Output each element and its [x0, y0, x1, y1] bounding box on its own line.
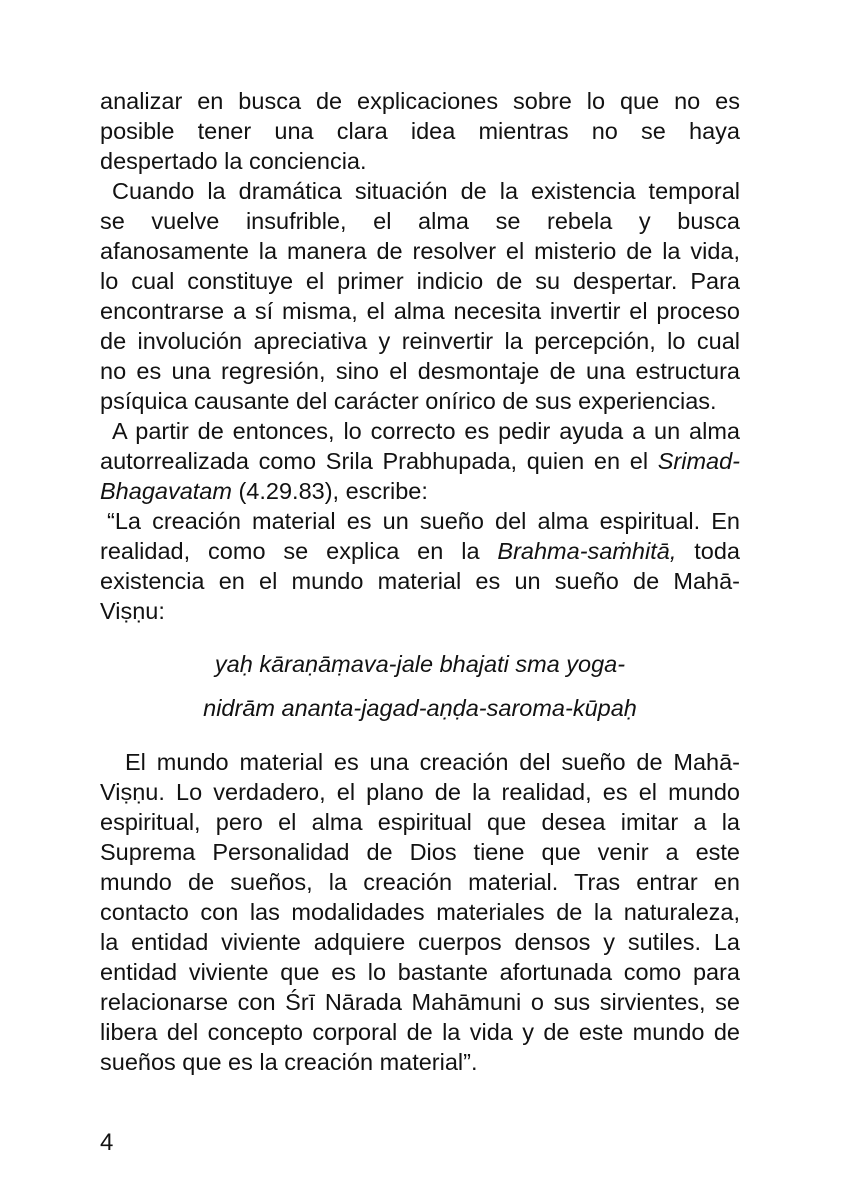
text-line: de involución apreciativa y reinvertir la percepción, lo cual: [100, 328, 740, 354]
verse-line: yaḥ kāraṇāṃava-jale bhajati sma yoga-: [214, 651, 626, 677]
text-line: Suprema Personalidad de Dios tiene que venir a este: [100, 839, 740, 865]
paragraph-3: [100, 416, 740, 506]
text-line: lo cual constituye el primer indicio de su despertar. Para: [100, 268, 740, 294]
text-line: no es una regresión, sino el desmontaje de una estructura: [100, 358, 740, 384]
text-line: realidad, como se explica en la Brahma-saṁhitā, toda: [100, 538, 740, 564]
paragraph-5: [100, 747, 740, 1077]
text-line: despertado la conciencia.: [100, 148, 367, 174]
sanskrit-verse: [100, 642, 740, 730]
text-line: Bhagavatam (4.29.83), escribe:: [100, 478, 428, 504]
verse-line: nidrām ananta-jagad-aṇḍa-saroma-kūpaḥ: [203, 695, 637, 721]
text-line: entidad viviente que es lo bastante afortunada como para: [100, 959, 740, 985]
text-line: Cuando la dramática situación de la existencia temporal: [112, 178, 740, 204]
text-line: psíquica causante del carácter onírico de sus experiencias.: [100, 388, 717, 414]
text-line: libera del concepto corporal de la vida y de este mundo de: [100, 1019, 740, 1045]
text-line: A partir de entonces, lo correcto es pedir ayuda a un alma: [112, 418, 740, 444]
text-line: contacto con las modalidades materiales de la naturaleza,: [100, 899, 740, 925]
text-line: existencia en el mundo material es un sueño de Mahā-: [100, 568, 740, 594]
paragraph-4: [100, 506, 740, 626]
text-line: Viṣṇu:: [100, 598, 165, 624]
paragraph-1: [100, 86, 740, 176]
text-line: Viṣṇu. Lo verdadero, el plano de la realidad, es el mundo: [100, 779, 740, 805]
text-line: El mundo material es una creación del sueño de Mahā-: [125, 749, 740, 775]
text-line: se vuelve insufrible, el alma se rebela y busca: [100, 208, 740, 234]
text-line: espiritual, pero el alma espiritual que desea imitar a la: [100, 809, 740, 835]
text-line: afanosamente la manera de resolver el misterio de la vida,: [100, 238, 740, 264]
page-number: 4: [100, 1129, 114, 1156]
text-line: encontrarse a sí misma, el alma necesita invertir el proceso: [100, 298, 740, 324]
text-line: “La creación material es un sueño del alma espiritual. En: [107, 508, 740, 534]
text-line: mundo de sueños, la creación material. Tras entrar en: [100, 869, 740, 895]
text-line: relacionarse con Śrī Nārada Mahāmuni o sus sirvientes, se: [100, 989, 740, 1015]
text-line: analizar en busca de explicaciones sobre lo que no es: [100, 88, 740, 114]
text-line: posible tener una clara idea mientras no se haya: [100, 118, 740, 144]
paragraph-2: [100, 176, 740, 416]
page-text: [100, 86, 740, 1077]
text-line: sueños que es la creación material”.: [100, 1049, 478, 1075]
text-line: autorrealizada como Srila Prabhupada, quien en el Srimad-: [100, 448, 740, 474]
text-line: la entidad viviente adquiere cuerpos densos y sutiles. La: [100, 929, 740, 955]
